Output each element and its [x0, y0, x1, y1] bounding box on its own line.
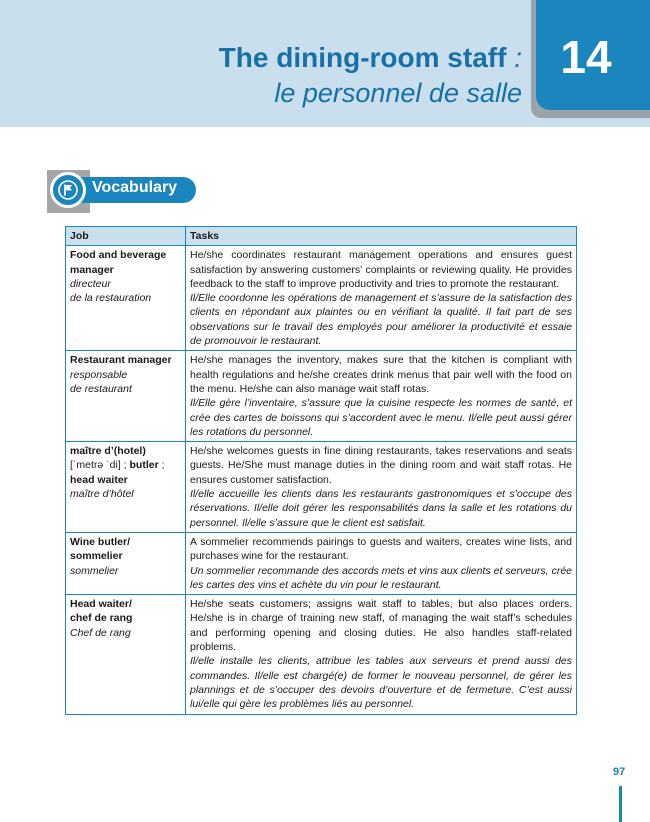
table-row: [66, 351, 577, 442]
job-title-line: Wine butler/: [70, 535, 130, 548]
tasks-french: Il/elle accueille les clients dans les restaurants gastronomiques et s’occupe des réservations. Il/elle doit gérer les responsabilités dans la salle et les rotations du personnel. Il/elle s’assure que le client est satisfait.: [190, 488, 572, 529]
job-translation: Chef de rang: [70, 626, 131, 639]
tasks-english: He/she seats customers; assigns wait staff to tables, but also places orders. He/she is in charge of training new staff, of managing the wait staff’s schedules and performing opening and closing duties. He also handles staff-related problems.: [190, 598, 572, 654]
table-row: [66, 442, 577, 533]
title-colon: :: [506, 42, 522, 73]
job-title-line: manager: [70, 263, 114, 276]
job-title: [70, 248, 181, 277]
column-header-tasks: Tasks: [186, 227, 577, 246]
table-row: [66, 532, 577, 594]
vocabulary-table: [65, 226, 577, 715]
job-title-line: chef de rang: [70, 612, 133, 625]
page-number: 97: [613, 766, 626, 778]
chapter-number: 14: [560, 31, 612, 83]
phonetic-transcription: [ˈmetrə ˈdi] ;: [70, 459, 127, 472]
table-row: [66, 246, 577, 351]
job-translation-line: de la restauration: [70, 292, 152, 305]
job-cell: [66, 595, 186, 714]
tasks-english: He/she coordinates restaurant management operations and ensures guest satisfaction by answering customers’ complaints or reviewing quality. He provides feedback to the staff to improve productivity and tries to promote the restaurant.: [190, 249, 572, 290]
job-translation: [70, 277, 181, 306]
job-cell: [66, 246, 186, 351]
job-translation-line: directeur: [70, 277, 111, 290]
job-title-line: Restaurant manager: [70, 354, 172, 367]
job-translation: maître d’hôtel: [70, 488, 134, 501]
job-translation: sommelier: [70, 564, 119, 577]
tasks-cell: [186, 351, 577, 442]
job-alt-separator: ;: [158, 459, 165, 472]
job-title: [70, 535, 181, 564]
flag-icon: [50, 172, 86, 208]
column-header-job: Job: [66, 227, 186, 246]
job-translation-line: de restaurant: [70, 382, 132, 395]
job-alt-title-2: head waiter: [70, 473, 128, 486]
table-header-row: [66, 227, 577, 246]
job-title-line: Food and beverage: [70, 249, 167, 262]
tasks-english: He/she manages the inventory, makes sure that the kitchen is compliant with health regulations and he/she creates drink menus that pair well with the food on the menu. He/she can also manage wait staff rotas.: [190, 354, 572, 395]
tasks-english: He/she welcomes guests in fine dining restaurants, takes reservations and seats guests. He/She must manage duties in the dining room and wait staff rotas. He ensures customer satisfaction.: [190, 445, 572, 486]
tasks-french: Un sommelier recommande des accords mets et vins aux clients et serveurs, crée les cartes des vins et achète du vin pour le restaurant.: [190, 564, 572, 591]
job-cell: [66, 442, 186, 533]
job-title: [70, 597, 181, 626]
tasks-cell: [186, 442, 577, 533]
tasks-french: Il/Elle gère l’inventaire, s’assure que la cuisine respecte les normes de santé, et crée des cartes de boissons qui s’accordent avec le menu. Il/elle peut aussi gérer les rotations du personnel.: [190, 397, 572, 438]
job-cell: [66, 532, 186, 594]
job-cell: [66, 351, 186, 442]
tasks-cell: [186, 246, 577, 351]
tasks-cell: [186, 532, 577, 594]
chapter-tab: [536, 0, 650, 110]
tasks-french: Il/elle installe les clients, attribue les tables aux serveurs et prend aussi des commandes. Il/elle est chargé(e) de former le nouveau personnel, de gérer les plannings et de s’occuper des devoirs d’ouverture et de fermeture. C’est aussi lui/elle qui gère les problèmes liés au personnel.: [190, 655, 572, 711]
job-alt-title: butler: [129, 459, 159, 472]
job-translation-line: responsable: [70, 368, 128, 381]
job-title-line: Head waiter/: [70, 598, 132, 611]
title-english: The dining-room staff: [218, 42, 507, 73]
page-title: [219, 42, 522, 74]
table-row: [66, 595, 577, 714]
tasks-french: Il/Elle coordonne les opérations de management et s’assure de la satisfaction des clients en répondant aux plaintes ou en vérifiant la qualité. Il fait part de ses observations sur le travail des employés pour améliorer la productivité et essaie de promouvoir le restaurant.: [190, 292, 572, 348]
section-label: Vocabulary: [92, 179, 178, 196]
page-subtitle-french: le personnel de salle: [274, 78, 522, 108]
tasks-english: A sommelier recommends pairings to guests and waiters, creates wine lists, and purchases wine for the restaurant.: [190, 535, 572, 563]
job-title-line: sommelier: [70, 550, 123, 563]
job-pronunciation: [70, 458, 181, 472]
job-title: [70, 353, 181, 367]
page-edge-bar: [619, 786, 622, 822]
tasks-cell: [186, 595, 577, 714]
job-translation: [70, 368, 181, 397]
job-title: maître d’(hotel): [70, 445, 146, 458]
